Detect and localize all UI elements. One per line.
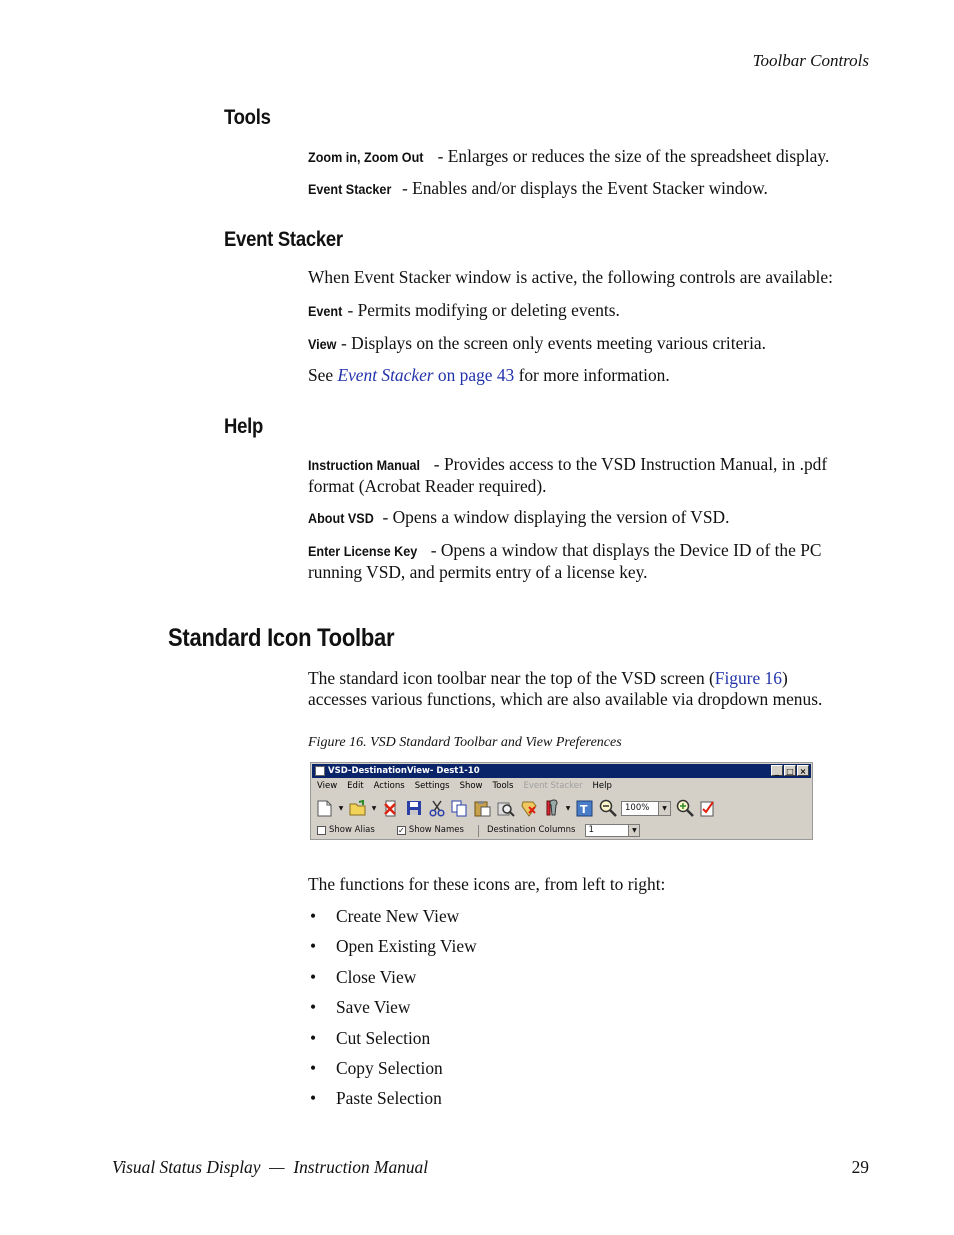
list-item: [308, 1088, 477, 1118]
desc-event-stacker: - Enables and/or displays the Event Stacker window.: [397, 178, 768, 198]
p1-prefix: The standard icon toolbar near the top of the VSD screen (: [308, 668, 715, 688]
footer-title: Visual Status Display — Instruction Manual: [112, 1157, 429, 1177]
list-item-text: Cut Selection: [336, 1027, 431, 1048]
open-view-icon[interactable]: [348, 799, 367, 818]
menu-settings[interactable]: Settings: [414, 781, 450, 791]
columns-dropdown-icon[interactable]: ▼: [628, 825, 639, 836]
term-license-key: Enter License Key: [308, 543, 418, 559]
desc-license-key: - Opens a window that displays the Device ID of the PC: [426, 540, 822, 560]
show-alias-checkbox[interactable]: [317, 826, 326, 835]
page-number: 29: [851, 1157, 869, 1177]
desc-zoom: - Enlarges or reduces the size of the spreadsheet display.: [433, 146, 830, 166]
menu-view[interactable]: View: [317, 781, 338, 791]
show-names-checkbox[interactable]: ✓: [397, 826, 405, 835]
search-icon[interactable]: [496, 799, 515, 818]
maximize-button[interactable]: □: [784, 765, 796, 776]
desc-view: - Displays on the screen only events meeting various criteria.: [336, 333, 766, 353]
new-view-icon[interactable]: [315, 799, 334, 818]
menu-edit[interactable]: Edit: [347, 781, 364, 791]
destination-columns-value: 1: [588, 825, 594, 835]
term-event: Event: [308, 303, 343, 319]
p1-suffix: ): [781, 668, 788, 688]
term-instruction-manual: Instruction Manual: [308, 457, 421, 473]
event-stacker-icon[interactable]: [698, 799, 717, 818]
term-view: View: [308, 336, 337, 352]
section-heading-standard-toolbar: Standard Icon Toolbar: [168, 624, 395, 652]
menu-event-stacker: Event Stacker: [523, 781, 583, 791]
zoom-out-icon[interactable]: [598, 799, 617, 818]
see-prefix: See: [308, 365, 338, 385]
copy-icon[interactable]: [450, 799, 469, 818]
event-stacker-intro: When Event Stacker window is active, the following controls are available:: [308, 267, 833, 287]
menu-bar: [317, 780, 612, 793]
bullet-icon: •: [310, 966, 317, 987]
zoom-in-icon[interactable]: [675, 799, 694, 818]
functions-intro: The functions for these icons are, from left to right:: [308, 874, 666, 894]
see-suffix: for more information.: [514, 365, 670, 385]
event-stacker-item-event: [308, 300, 873, 322]
clear-icon[interactable]: [519, 799, 538, 818]
list-item: [308, 906, 477, 936]
standard-toolbar-paragraph: [308, 668, 873, 709]
window-title: VSD-DestinationView- Dest1-10: [328, 766, 480, 776]
save-view-icon[interactable]: [404, 799, 423, 818]
p1-line2: accesses various functions, which are also available via dropdown menus.: [308, 688, 823, 709]
bullet-icon: •: [310, 1027, 317, 1048]
desc-instruction-manual: - Provides access to the VSD Instruction Manual, in .pdf: [429, 454, 828, 474]
toolbar-screenshot: [310, 762, 813, 840]
menu-actions[interactable]: Actions: [373, 781, 405, 791]
zoom-select[interactable]: [621, 801, 671, 816]
list-item: [308, 967, 477, 997]
bullet-icon: •: [310, 1088, 317, 1109]
open-view-dropdown-icon[interactable]: ▼: [371, 804, 377, 812]
help-item-license: [308, 540, 873, 582]
show-alias-label: Show Alias: [329, 825, 375, 835]
link-title[interactable]: Event Stacker: [337, 365, 434, 385]
event-stacker-page-link[interactable]: [337, 365, 514, 385]
menu-help[interactable]: Help: [592, 781, 612, 791]
close-view-icon[interactable]: [381, 799, 400, 818]
list-item: [308, 997, 477, 1027]
tools-item-event-stacker: [308, 178, 873, 200]
option-divider: [478, 825, 479, 837]
bullet-icon: •: [310, 997, 317, 1018]
menu-tools[interactable]: Tools: [492, 781, 514, 791]
view-preferences-row: [317, 824, 640, 837]
bullet-icon: •: [310, 906, 317, 926]
running-head: Toolbar Controls: [752, 51, 869, 70]
destination-columns-select[interactable]: [585, 824, 640, 837]
paste-icon[interactable]: [473, 799, 492, 818]
desc-about-vsd: - Opens a window displaying the version of VSD.: [378, 507, 730, 527]
event-stacker-item-view: [308, 333, 873, 355]
menu-show[interactable]: Show: [459, 781, 483, 791]
desc-event: - Permits modifying or deleting events.: [343, 300, 620, 320]
event-stacker-see-also: [308, 365, 873, 386]
section-heading-event-stacker: Event Stacker: [224, 228, 343, 251]
bullet-icon: •: [310, 1057, 317, 1078]
destination-columns-label: Destination Columns: [486, 825, 576, 835]
cut-icon[interactable]: [427, 799, 446, 818]
tools-item-zoom: [308, 146, 873, 168]
term-event-stacker: Event Stacker: [308, 181, 392, 197]
tools-icon[interactable]: [542, 799, 561, 818]
list-item: [308, 936, 477, 966]
term-about-vsd: About VSD: [308, 510, 374, 526]
section-heading-help: Help: [224, 415, 263, 438]
app-icon: [315, 766, 325, 776]
bullet-icon: •: [310, 936, 317, 957]
list-item-text: Create New View: [336, 906, 460, 926]
close-window-button[interactable]: ×: [797, 765, 809, 776]
figure-caption: Figure 16. VSD Standard Toolbar and View Preferences: [308, 735, 622, 750]
help-item-instruction-manual: [308, 454, 873, 496]
list-item: [308, 1028, 477, 1058]
text-icon[interactable]: [575, 799, 594, 818]
standard-icon-toolbar: [315, 796, 805, 820]
figure-16-link[interactable]: Figure 16: [714, 668, 782, 688]
zoom-value: 100%: [625, 802, 650, 813]
minimize-button[interactable]: _: [771, 765, 783, 776]
svg-text:T: T: [580, 802, 588, 816]
window-titlebar: [312, 764, 811, 778]
list-item-text: Paste Selection: [336, 1088, 442, 1109]
list-item: [308, 1058, 477, 1088]
list-item-text: Save View: [336, 997, 411, 1018]
desc-license-key-2: running VSD, and permits entry of a license key.: [308, 561, 648, 582]
function-list: [308, 906, 477, 1119]
show-names-label: Show Names: [408, 825, 464, 835]
link-page[interactable]: on page 43: [433, 365, 515, 385]
tools-dropdown-icon[interactable]: ▼: [565, 804, 571, 812]
list-item-text: Close View: [336, 966, 417, 987]
help-item-about: [308, 507, 873, 529]
list-item-text: Open Existing View: [336, 936, 477, 957]
section-heading-tools: Tools: [224, 106, 271, 129]
new-view-dropdown-icon[interactable]: ▼: [338, 804, 344, 812]
desc-instruction-manual-2: format (Acrobat Reader required).: [308, 475, 547, 496]
term-zoom: Zoom in, Zoom Out: [308, 149, 424, 165]
list-item-text: Copy Selection: [336, 1057, 443, 1078]
zoom-dropdown-icon[interactable]: ▼: [658, 802, 670, 815]
